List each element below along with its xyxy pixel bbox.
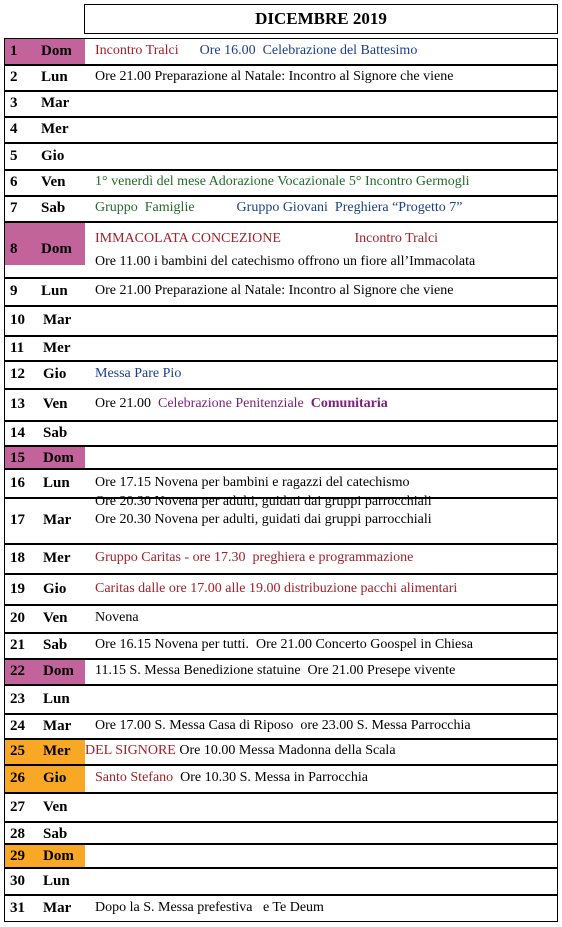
- day-row: [4, 822, 558, 844]
- event-text: Ore 20.30 Novena per adulti, guidati dai gruppi parrocchiali: [95, 494, 432, 509]
- event-text: IMMACOLATA CONCEZIONE: [95, 231, 281, 246]
- day-name: Lun: [43, 691, 70, 707]
- day-row: [4, 544, 558, 574]
- day-number: 8: [10, 241, 18, 257]
- day-row: [4, 196, 558, 222]
- day-row: [4, 574, 558, 605]
- day-row: [4, 446, 558, 469]
- event-line: [95, 718, 471, 734]
- day-events: [89, 545, 557, 573]
- day-row: [4, 739, 558, 765]
- event-line: [95, 770, 368, 786]
- day-number: 18: [10, 550, 25, 566]
- event-line: [95, 174, 470, 190]
- event-text: Santo Stefano: [95, 770, 181, 785]
- day-cell: [5, 606, 85, 632]
- day-cell: [5, 634, 85, 658]
- day-events: [89, 337, 557, 360]
- day-events: [89, 575, 557, 604]
- day-events: [89, 447, 557, 468]
- day-cell: [5, 896, 85, 921]
- event-text: Ore 17.00 S. Messa Casa di Riposo ore 23.00 S. Messa Parrocchia: [95, 718, 471, 733]
- day-cell: [5, 766, 85, 792]
- day-events: [89, 92, 557, 116]
- day-row: [4, 868, 558, 895]
- event-text: Ore 10.30 S. Messa in Parrocchia: [180, 770, 368, 785]
- day-number: 3: [10, 95, 18, 111]
- day-events: [89, 470, 557, 509]
- day-row: [4, 421, 558, 446]
- day-row: [4, 469, 558, 509]
- day-number: 23: [10, 691, 25, 707]
- day-number: 28: [10, 826, 25, 842]
- day-cell: [5, 118, 85, 142]
- day-cell: [5, 279, 85, 305]
- event-line: [95, 550, 413, 566]
- day-number: 21: [10, 637, 25, 653]
- day-row: [4, 633, 558, 659]
- day-cell: [5, 197, 85, 221]
- day-cell: [5, 869, 85, 894]
- event-text: Ore 21.00 Preparazione al Natale: Incontro al Signore che viene: [95, 283, 454, 298]
- day-cell: [5, 422, 85, 445]
- day-number: 14: [10, 425, 25, 441]
- event-text: Messa Pare Pio: [95, 366, 182, 381]
- day-row: [4, 222, 558, 278]
- day-name: Ven: [41, 174, 66, 190]
- day-name: Mer: [43, 340, 71, 356]
- day-row: [4, 659, 558, 685]
- day-name: Sab: [41, 200, 66, 216]
- event-text: Celebrazione Penitenziale: [158, 396, 311, 411]
- day-row: [4, 361, 558, 389]
- day-cell: [5, 660, 85, 684]
- event-text: Ore 21.00 Preparazione al Natale: Incontro al Signore che viene: [95, 69, 454, 84]
- day-name: Ven: [43, 396, 68, 412]
- day-cell: [5, 575, 85, 604]
- day-number: 16: [10, 475, 25, 491]
- event-line: [95, 900, 324, 916]
- day-name: Gio: [43, 770, 67, 786]
- day-name: Lun: [41, 69, 68, 85]
- day-cell: [5, 447, 85, 468]
- day-cell: [5, 92, 85, 116]
- day-number: 24: [10, 718, 25, 734]
- day-number: 7: [10, 200, 18, 216]
- event-line: [95, 512, 432, 528]
- day-cell: [5, 499, 85, 543]
- day-name: Dom: [41, 43, 72, 59]
- day-events: [89, 118, 557, 142]
- day-number: 1: [10, 43, 18, 59]
- day-number: 13: [10, 396, 25, 412]
- day-number: 26: [10, 770, 25, 786]
- day-number: 10: [10, 312, 25, 328]
- event-line: [95, 366, 181, 382]
- day-name: Mar: [43, 312, 72, 328]
- event-line: [85, 743, 396, 759]
- month-title: DICEMBRE 2019: [84, 4, 558, 34]
- day-name: Lun: [41, 283, 68, 299]
- event-text: Ore 16.15 Novena per tutti. Ore 21.00 Concerto Goospel in Chiesa: [95, 637, 473, 652]
- day-cell: [5, 337, 85, 360]
- day-events: [89, 39, 557, 64]
- day-name: Sab: [43, 826, 68, 842]
- day-row: [4, 336, 558, 361]
- day-number: 29: [10, 848, 25, 864]
- day-name: Ven: [43, 799, 68, 815]
- day-name: Dom: [43, 848, 74, 864]
- event-line: [95, 637, 473, 653]
- day-number: 17: [10, 512, 25, 528]
- day-number: 30: [10, 873, 25, 889]
- day-events: [89, 279, 557, 305]
- day-events: [89, 606, 557, 632]
- day-number: 19: [10, 581, 25, 597]
- event-text: Ore 20.30 Novena per adulti, guidati dai gruppi parrocchiali: [95, 512, 432, 527]
- day-cell: [5, 223, 85, 265]
- day-cell: [5, 823, 85, 843]
- day-row: [4, 685, 558, 714]
- day-row: [4, 714, 558, 739]
- event-line: [95, 283, 453, 299]
- day-cell: [5, 144, 85, 169]
- day-events: [85, 740, 557, 764]
- day-number: 9: [10, 283, 18, 299]
- day-events: [89, 896, 557, 921]
- day-number: 12: [10, 366, 25, 382]
- event-text: Ore 10.00 Messa Madonna della Scala: [179, 743, 396, 758]
- event-text: Ore 11.00 i bambini del catechismo offrono un fiore all’Immacolata: [95, 254, 476, 269]
- day-number: 31: [10, 900, 25, 916]
- day-events: [89, 422, 557, 445]
- day-events: [89, 660, 557, 684]
- day-events: [89, 223, 557, 277]
- day-cell: [5, 390, 85, 420]
- event-text: Incontro Tralci: [95, 43, 179, 58]
- day-cell: [5, 470, 85, 497]
- event-text: Dopo la S. Messa prefestiva e Te Deum: [95, 900, 324, 915]
- day-name: Dom: [43, 663, 74, 679]
- day-row: [4, 605, 558, 633]
- day-row: [4, 170, 558, 196]
- day-events: [89, 823, 557, 843]
- day-name: Mer: [41, 121, 69, 137]
- day-row: [4, 498, 558, 544]
- event-text: Comunitaria: [310, 396, 388, 411]
- day-row: [4, 306, 558, 336]
- day-name: Dom: [43, 450, 74, 466]
- day-name: Ven: [43, 610, 68, 626]
- day-number: 2: [10, 69, 18, 85]
- day-name: Mar: [43, 718, 72, 734]
- day-row: [4, 765, 558, 793]
- day-number: 20: [10, 610, 25, 626]
- day-number: 5: [10, 148, 18, 164]
- day-events: [89, 686, 557, 713]
- day-events: [89, 634, 557, 658]
- day-events: [89, 66, 557, 90]
- event-line: [95, 663, 455, 679]
- day-number: 15: [10, 450, 25, 466]
- day-name: Mer: [43, 743, 71, 759]
- day-events: [89, 171, 557, 195]
- day-cell: [5, 362, 85, 388]
- day-name: Sab: [43, 637, 68, 653]
- day-name: Mar: [43, 512, 72, 528]
- day-name: Lun: [43, 475, 70, 491]
- day-row: [4, 143, 558, 170]
- event-line: [95, 475, 409, 491]
- event-line: [95, 610, 139, 626]
- day-events: [89, 766, 557, 792]
- day-name: Gio: [41, 148, 65, 164]
- event-line: [95, 581, 457, 597]
- day-name: Sab: [43, 425, 68, 441]
- day-number: 25: [10, 743, 25, 759]
- day-name: Mar: [43, 900, 72, 916]
- day-row: [4, 844, 558, 868]
- day-row: [4, 65, 558, 91]
- event-text: Gruppo Famiglie: [95, 200, 195, 215]
- day-events: [89, 144, 557, 169]
- event-text: 1° venerdì del mese Adorazione Vocazionale 5° Incontro Germogli: [95, 174, 470, 189]
- event-text: DEL SIGNORE: [85, 743, 180, 758]
- event-text: Ore 21.00: [95, 396, 158, 411]
- event-text: Caritas dalle ore 17.00 alle 19.00 distribuzione pacchi alimentari: [95, 581, 458, 596]
- day-cell: [5, 794, 85, 821]
- day-row: [4, 793, 558, 822]
- day-number: 27: [10, 799, 25, 815]
- day-number: 4: [10, 121, 18, 137]
- day-name: Gio: [43, 366, 67, 382]
- day-row: [4, 117, 558, 143]
- day-events: [89, 869, 557, 894]
- day-events: [89, 197, 557, 221]
- event-text: Gruppo Caritas - ore 17.30 preghiera e programmazione: [95, 550, 414, 565]
- event-line: [95, 254, 475, 270]
- event-text: Ore 17.15 Novena per bambini e ragazzi del catechismo: [95, 475, 410, 490]
- day-events: [89, 845, 557, 867]
- day-number: 6: [10, 174, 18, 190]
- day-row: [4, 389, 558, 421]
- day-name: Lun: [43, 873, 70, 889]
- day-cell: [5, 307, 85, 335]
- day-cell: [5, 686, 85, 713]
- event-line: [95, 396, 388, 412]
- day-row: [4, 38, 558, 65]
- event-text: Ore 16.00 Celebrazione del Battesimo: [178, 43, 418, 58]
- day-events: [89, 362, 557, 388]
- day-name: Mer: [43, 550, 71, 566]
- day-cell: [5, 545, 85, 573]
- day-cell: [5, 39, 85, 64]
- day-name: Gio: [43, 581, 67, 597]
- event-line: [95, 231, 438, 247]
- day-cell: [5, 715, 85, 738]
- day-row: [4, 895, 558, 922]
- event-text: Gruppo Giovani Preghiera “Progetto 7”: [194, 200, 463, 215]
- event-text: 11.15 S. Messa Benedizione statuine Ore 21.00 Presepe vivente: [95, 663, 456, 678]
- day-name: Dom: [41, 241, 72, 257]
- event-line: [95, 200, 462, 216]
- day-name: Mar: [41, 95, 70, 111]
- event-line: [95, 69, 453, 85]
- day-events: [89, 499, 557, 543]
- day-row: [4, 91, 558, 117]
- day-row: [4, 278, 558, 306]
- day-cell: [5, 845, 85, 867]
- day-events: [89, 390, 557, 420]
- day-number: 11: [10, 340, 25, 356]
- day-events: [89, 794, 557, 821]
- day-cell: [5, 171, 85, 195]
- day-cell: [5, 740, 85, 764]
- day-events: [89, 307, 557, 335]
- day-events: [89, 715, 557, 738]
- event-text: Incontro Tralci: [280, 231, 439, 246]
- event-line: [95, 43, 417, 59]
- event-text: Novena: [95, 610, 139, 625]
- day-cell: [5, 66, 85, 90]
- day-number: 22: [10, 663, 25, 679]
